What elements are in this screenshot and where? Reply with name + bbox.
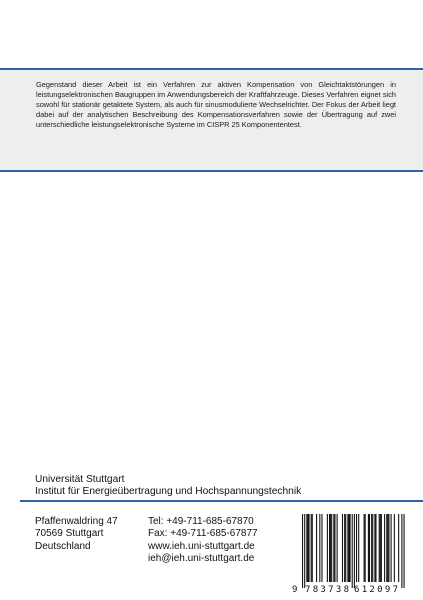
barcode-bar: [345, 514, 346, 582]
address-country: Deutschland: [35, 540, 91, 552]
barcode-bar: [333, 514, 334, 582]
barcode-bar: [337, 514, 338, 582]
barcode-bar: [401, 514, 402, 588]
barcode-bar: [379, 514, 380, 582]
barcode-bar: [319, 514, 320, 582]
divider-rule: [20, 500, 423, 502]
barcode-bar: [342, 514, 343, 582]
barcode-bar: [358, 514, 359, 582]
abstract-band: [0, 68, 423, 172]
barcode-bar: [368, 514, 369, 582]
barcode-bar: [398, 514, 399, 582]
barcode-bar: [404, 514, 405, 588]
barcode-bar: [371, 514, 372, 582]
address-street: Pfaffenwaldring 47: [35, 516, 118, 527]
address-city: 70569 Stuttgart: [35, 528, 104, 540]
barcode-bar: [302, 514, 303, 588]
barcode-bar: [334, 514, 335, 582]
isbn-right-group: 612097: [354, 585, 398, 595]
barcode-bar: [372, 514, 373, 582]
barcode-bar: [344, 514, 345, 582]
barcode-bar: [321, 514, 322, 582]
barcode-bar: [356, 514, 357, 582]
isbn-first-digit: 9: [292, 585, 298, 595]
barcode-bar: [380, 514, 381, 582]
barcode-bar: [316, 514, 317, 582]
barcode-bar: [306, 514, 307, 582]
barcode-bar: [327, 514, 328, 582]
barcode-bar: [307, 514, 308, 582]
barcode-bar: [312, 514, 313, 582]
barcode-bar: [394, 514, 395, 582]
contact-fax: Fax: +49-711-685-67877: [148, 528, 258, 540]
barcode-bar: [387, 514, 388, 582]
barcode-bar: [388, 514, 389, 582]
abstract-text: Gegenstand dieser Arbeit ist ein Verfahren zur aktiven Kompensation von Gleichtaktstörungen in leistungselektronischen Baugruppen im Anwendungsbereich der Kraftfahrzeuge. Dieses Verfahren eignet sich sowohl für stationär getaktete System, als auch für sinusmodulierte Wechselrichter. Der Fokus der Arbeit liegt dabei auf der analytischen Beschreibung des Kompensationsverfahren sowie der Übertragung auf zwei unterschiedliche leistungselektronische Systeme im CISPR 25 Komponententest.: [36, 80, 396, 130]
barcode-bar: [364, 514, 365, 582]
barcode-bar: [352, 514, 353, 588]
barcode-bar: [308, 514, 309, 582]
isbn-barcode: [290, 512, 414, 596]
barcode-bar: [384, 514, 385, 582]
barcode-bar: [347, 514, 348, 582]
barcode-bar: [369, 514, 370, 582]
barcode-bar: [330, 514, 331, 582]
barcode-bar: [350, 514, 351, 582]
address-block: [35, 516, 118, 553]
institute-name: Institut für Energieübertragung und Hochspannungstechnik: [35, 486, 302, 497]
institution-block: [35, 474, 415, 498]
barcode-bar: [381, 514, 382, 582]
barcode-bar: [348, 514, 349, 582]
barcode-bar: [304, 514, 305, 588]
barcode-bar: [311, 514, 312, 582]
contact-email: ieh@ieh.uni-stuttgart.de: [148, 553, 255, 565]
barcode-bar: [354, 514, 355, 588]
barcode-bar: [329, 514, 330, 582]
barcode-bar: [386, 514, 387, 582]
contact-tel: Tel: +49-711-685-67870: [148, 516, 254, 527]
barcode-bar: [375, 514, 376, 582]
contact-block: [148, 516, 258, 566]
isbn-left-group: 783738: [305, 585, 349, 595]
barcode-bar: [391, 514, 392, 582]
university-name: Universität Stuttgart: [35, 474, 125, 485]
barcode-bar: [365, 514, 366, 582]
barcode-bar: [374, 514, 375, 582]
contact-web: www.ieh.uni-stuttgart.de: [148, 540, 255, 552]
barcode-bar: [331, 514, 332, 582]
barcode-graphic: [290, 512, 414, 596]
